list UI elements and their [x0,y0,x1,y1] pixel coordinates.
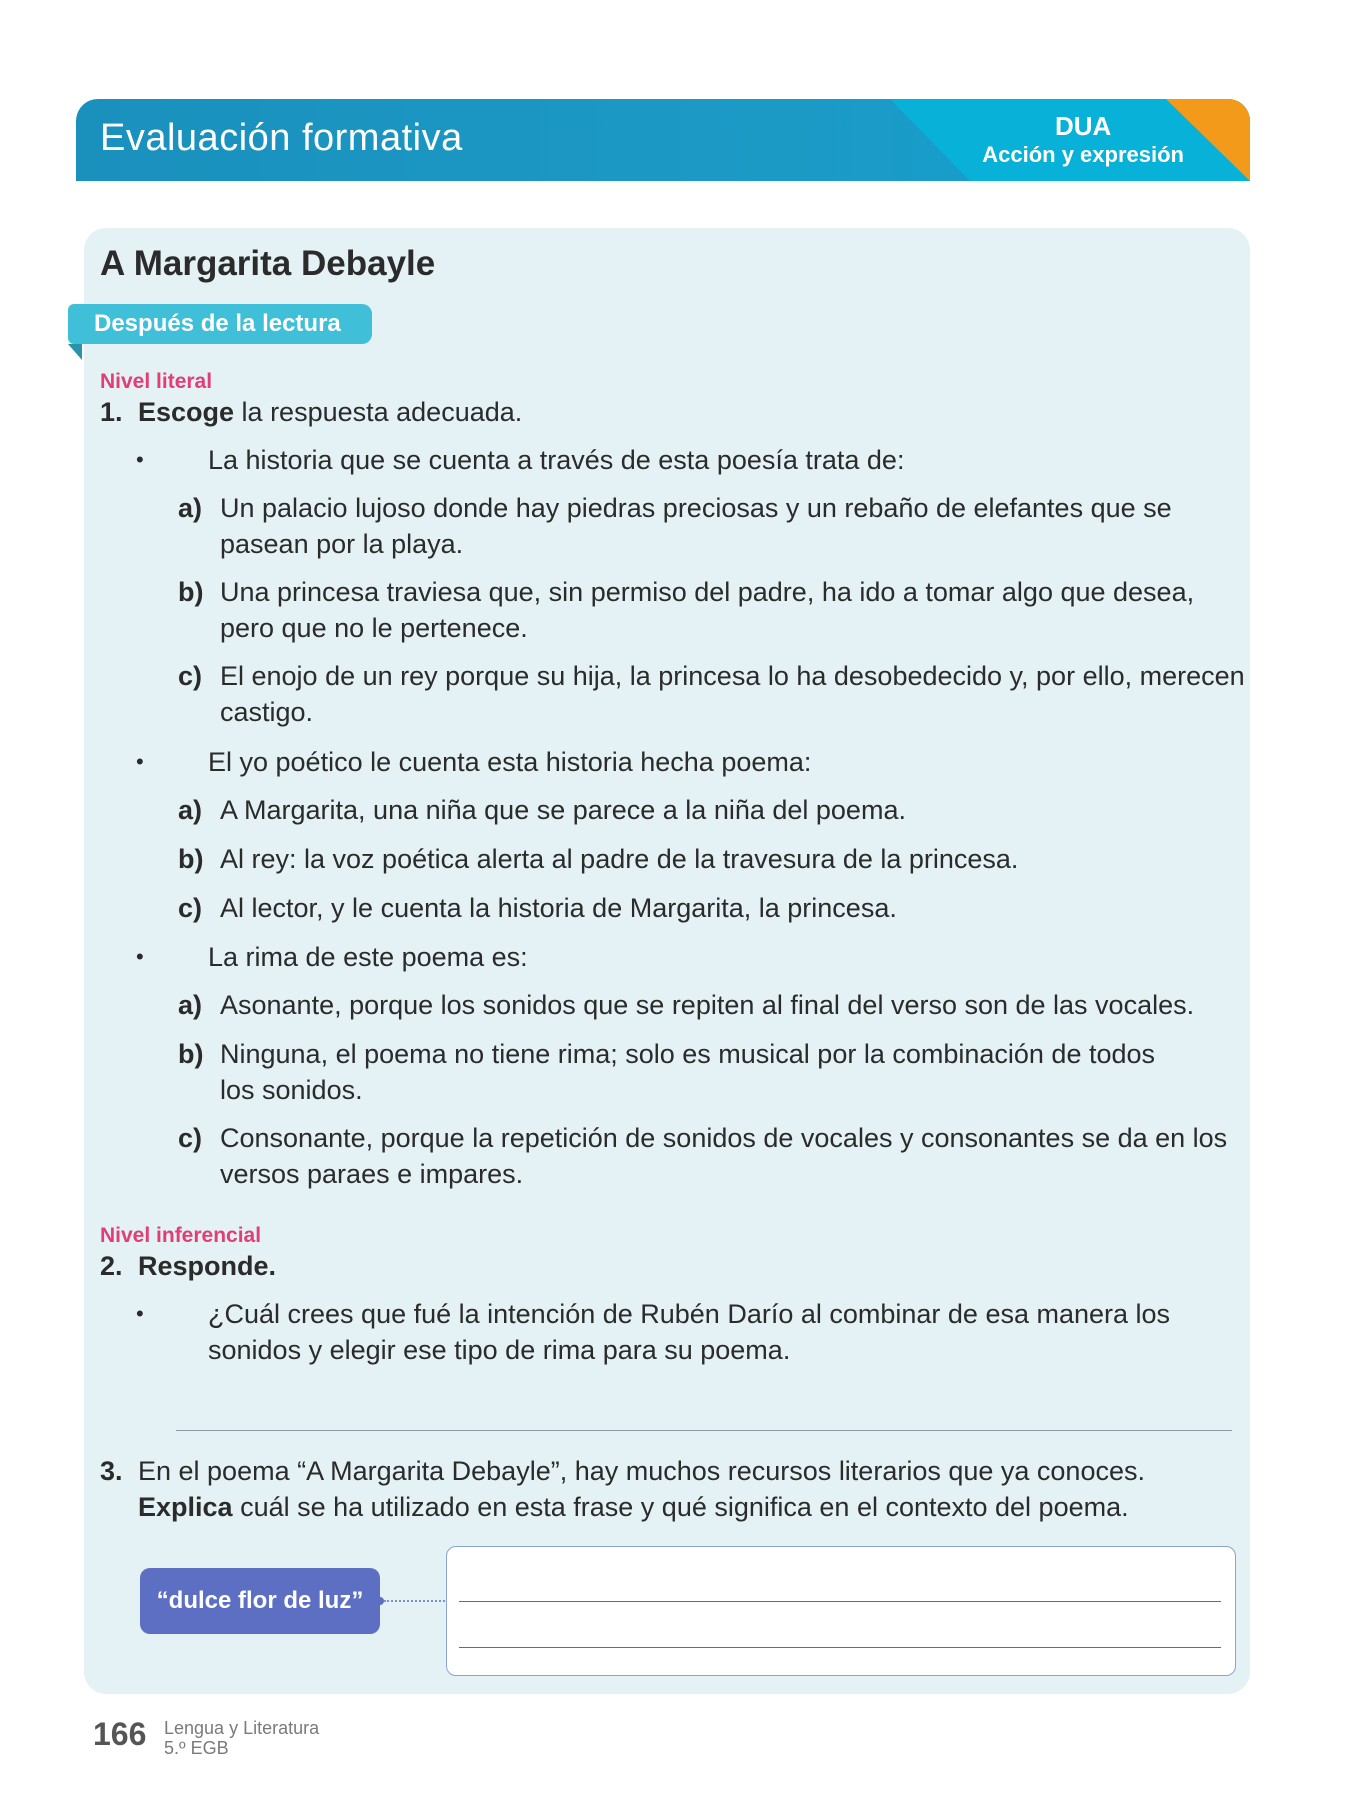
dua-title: DUA [1054,111,1112,141]
bullet-text: El yo poético le cuenta esta historia hecha poema: [208,747,812,777]
bullet-dot: • [136,944,144,969]
bullet-text: La rima de este poema es: [208,942,528,972]
section-header [76,99,1250,181]
section-tab: Después de la lectura [68,304,372,344]
question-number: 2. [100,1251,123,1281]
option-letter: b) [178,577,204,607]
option-text: Al rey: la voz poética alerta al padre de la travesura de la princesa. [220,844,1019,874]
dua-label [982,111,1184,168]
grade-label: 5.º EGB [164,1738,229,1758]
question-2 [100,1248,276,1284]
question-1 [100,394,522,430]
question-text-before: En el poema “A Margarita Debayle”, hay muchos recursos literarios que ya conoces. [138,1456,1145,1486]
option-text: El enojo de un rey porque su hija, la princesa lo ha desobedecido y, por ello, merecen castigo. [220,661,1245,727]
option-text: Asonante, porque los sonidos que se repiten al final del verso son de las vocales. [220,990,1195,1020]
answer-line [459,1601,1221,1602]
option-letter: c) [178,1123,203,1153]
question-verb: Explica [138,1492,233,1522]
answer-line [459,1647,1221,1648]
section-tab-fold [68,344,82,360]
bullet-dot: • [136,749,144,774]
bullet-text: ¿Cuál crees que fué la intención de Rubén Darío al combinar de esa manera los sonidos y elegir ese tipo de rima para su poema. [208,1299,1171,1365]
header-title: Evaluación formativa [100,117,463,159]
bullet-dot: • [136,1301,144,1326]
question-3 [100,1453,1218,1525]
question-text [138,1453,1218,1525]
card-title: A Margarita Debayle [100,244,436,283]
bullet-text: La historia que se cuenta a través de esta poesía trata de: [208,445,905,475]
option-text: Un palacio lujoso donde hay piedras preciosas y un rebaño de elefantes que se pasean por la playa. [220,493,1172,559]
option-letter: c) [178,893,203,923]
question-verb: Responde. [138,1251,277,1281]
option-letter: b) [178,1039,204,1069]
level-inferencial-label: Nivel inferencial [100,1224,262,1247]
option-letter: b) [178,844,204,874]
answer-box[interactable] [446,1546,1236,1676]
subject-name: Lengua y Literatura [164,1718,320,1738]
phrase-box: “dulce flor de luz” [140,1568,380,1634]
option-letter: a) [178,795,203,825]
option-text: Consonante, porque la repetición de sonidos de vocales y consonantes se da en los versos paraes e impares. [220,1123,1228,1189]
option-text: Al lector, y le cuenta la historia de Margarita, la princesa. [220,893,897,923]
question-text: la respuesta adecuada. [234,397,523,427]
footer-subject [164,1718,319,1758]
question-text-after: cuál se ha utilizado en esta frase y qué significa en el contexto del poema. [232,1492,1129,1522]
question-verb: Escoge [138,397,235,427]
question-number: 1. [100,397,123,427]
option-text: Una princesa traviesa que, sin permiso del padre, ha ido a tomar algo que desea, pero que no le pertenece. [220,577,1195,643]
option-text: Ninguna, el poema no tiene rima; solo es musical por la combinación de todos los sonidos. [220,1039,1156,1105]
level-literal-label: Nivel literal [100,370,213,393]
answer-line[interactable] [176,1430,1232,1431]
question-number: 3. [100,1456,123,1486]
bullet-dot: • [136,447,144,472]
option-text: A Margarita, una niña que se parece a la niña del poema. [220,795,906,825]
connector-dot [376,1597,384,1605]
option-letter: c) [178,661,203,691]
option-letter: a) [178,990,203,1020]
page-number: 166 [93,1716,147,1752]
dua-subtitle: Acción y expresión [982,142,1184,167]
activity-card [84,228,1250,1694]
option-letter: a) [178,493,203,523]
